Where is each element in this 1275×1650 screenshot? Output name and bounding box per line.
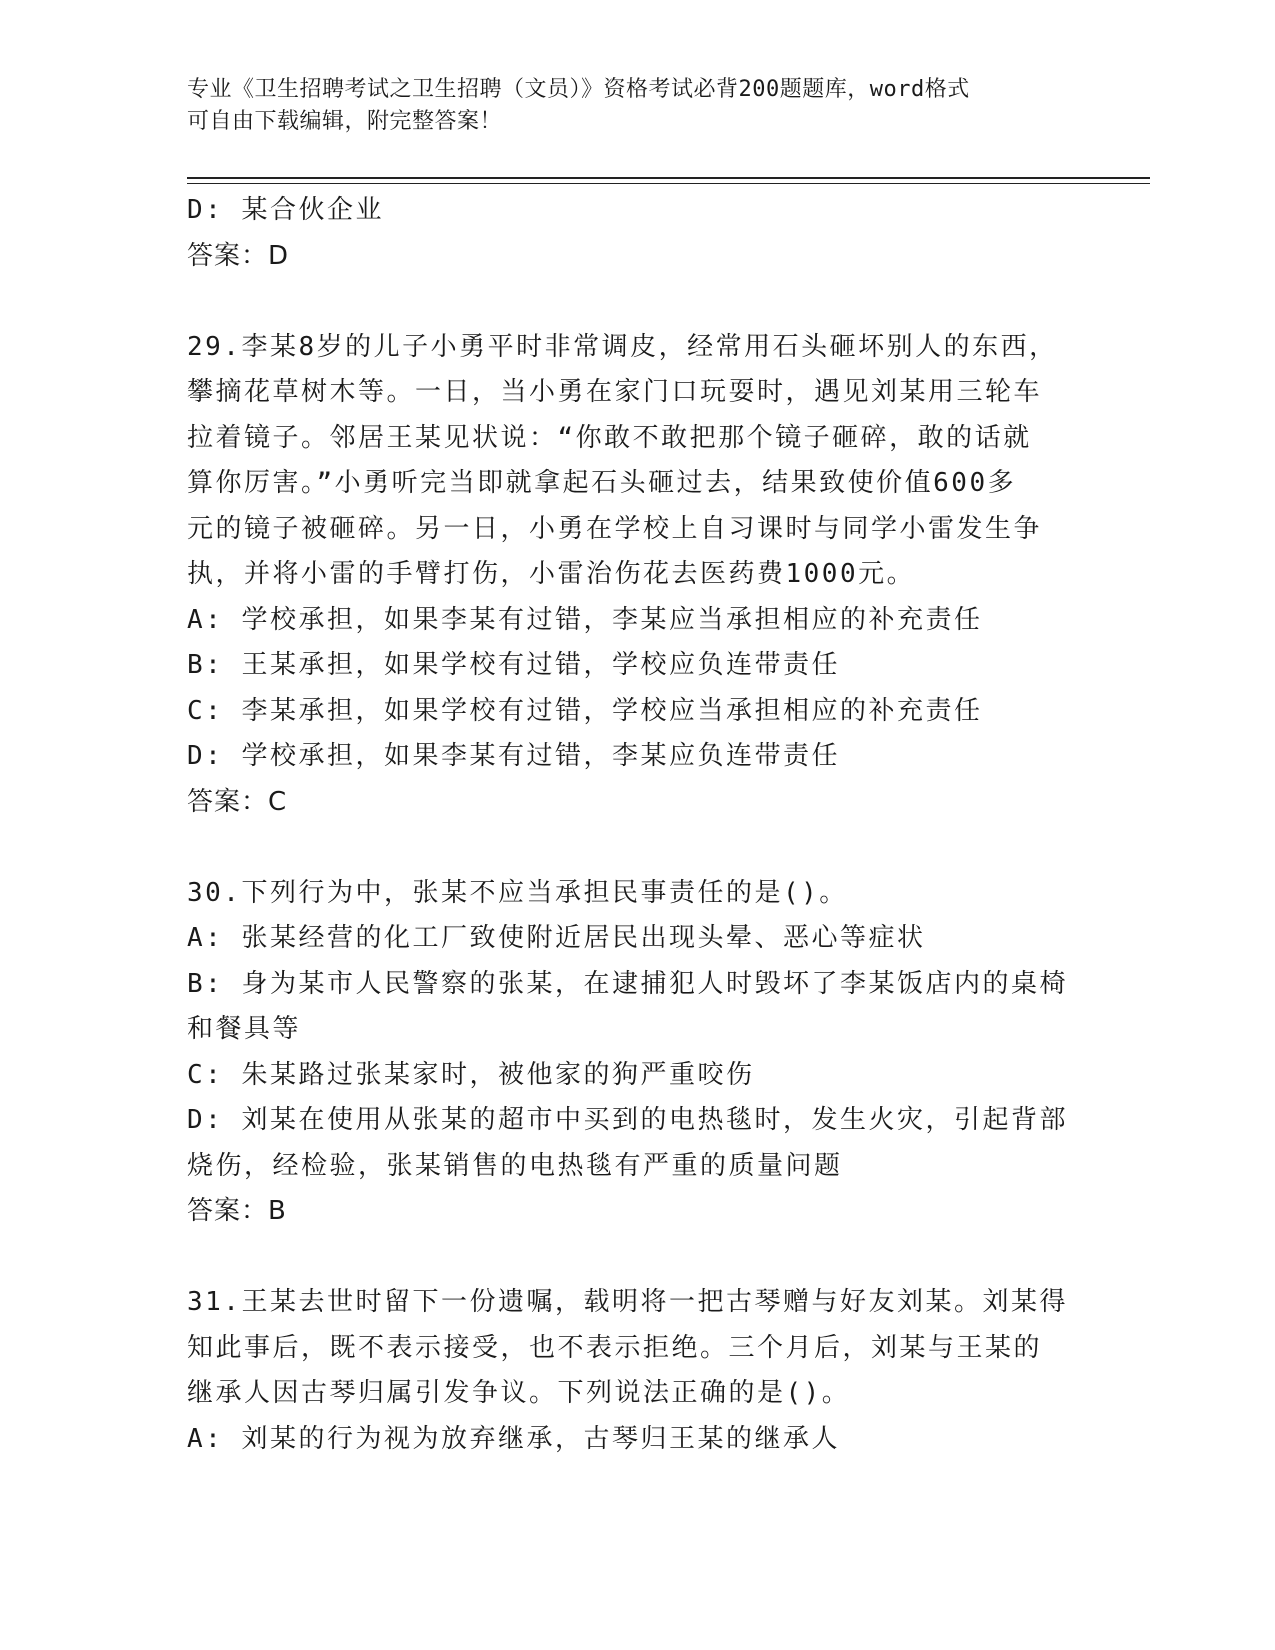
question-29: [187, 325, 1087, 826]
option-d: D: 学校承担，如果李某有过错，李某应负连带责任: [187, 741, 840, 771]
question-stem-line: 执，并将小雷的手臂打伤，小雷治伤花去医药费1000元。: [187, 559, 916, 589]
header-title-line-2: 可自由下载编辑，附完整答案！: [187, 109, 503, 134]
option-b-continued: 和餐具等: [187, 1014, 302, 1044]
question-31: [187, 1280, 1087, 1462]
option-a: A: 刘某的行为视为放弃继承，古琴归王某的继承人: [187, 1423, 840, 1454]
option-d-continued: 烧伤，经检验，张某销售的电热毯有严重的质量问题: [187, 1150, 843, 1181]
header-divider-thin: [187, 183, 1150, 184]
spacer: [187, 279, 1087, 325]
prev-question-answer: 答案：D: [187, 240, 290, 271]
question-stem-line: 29.李某8岁的儿子小勇平时非常调皮，经常用石头砸坏别人的东西，: [187, 331, 1058, 362]
option-b: B: 王某承担，如果学校有过错，学校应负连带责任: [187, 650, 840, 680]
question-stem-line: 算你厉害。”小勇听完当即就拿起石头砸过去，结果致使价值600多: [187, 468, 1017, 498]
question-stem-line: 30.下列行为中，张某不应当承担民事责任的是()。: [187, 877, 848, 908]
question-stem-line: 继承人因古琴归属引发争议。下列说法正确的是()。: [187, 1378, 851, 1408]
question-stem-line: 拉着镜子。邻居王某见状说：“你敢不敢把那个镜子砸碎，敢的话就: [187, 422, 1032, 453]
answer-line: 答案：B: [187, 1196, 287, 1226]
spacer: [187, 1235, 1087, 1281]
option-b: B: 身为某市人民警察的张某，在逮捕犯人时毁坏了李某饭店内的桌椅: [187, 968, 1068, 999]
header-divider-thick: [187, 177, 1150, 179]
question-30: [187, 871, 1087, 1235]
question-stem-line: 元的镜子被砸碎。另一日，小勇在学校上自习课时与同学小雷发生争: [187, 513, 1043, 544]
question-content: [187, 188, 1087, 1462]
option-c: C: 李某承担，如果学校有过错，学校应当承担相应的补充责任: [187, 695, 983, 726]
document-header: [187, 74, 1067, 138]
answer-line: 答案：C: [187, 786, 288, 817]
header-title-line-1: 专业《卫生招聘考试之卫生招聘（文员）》资格考试必背200题题库，word格式: [187, 77, 970, 102]
option-d: D: 刘某在使用从张某的超市中买到的电热毯时，发生火灾，引起背部: [187, 1105, 1068, 1135]
spacer: [187, 825, 1087, 871]
option-a: A: 学校承担，如果李某有过错，李某应当承担相应的补充责任: [187, 604, 983, 635]
question-stem-line: 知此事后，既不表示接受，也不表示拒绝。三个月后，刘某与王某的: [187, 1332, 1043, 1363]
prev-question-option-d: D: 某合伙企业: [187, 195, 384, 225]
question-stem-line: 攀摘花草树木等。一日，当小勇在家门口玩耍时，遇见刘某用三轮车: [187, 377, 1043, 407]
option-c: C: 朱某路过张某家时，被他家的狗严重咬伤: [187, 1059, 755, 1090]
question-stem-line: 31.王某去世时留下一份遗嘱，载明将一把古琴赠与好友刘某。刘某得: [187, 1287, 1068, 1317]
option-a: A: 张某经营的化工厂致使附近居民出现头晕、恶心等症状: [187, 923, 926, 953]
